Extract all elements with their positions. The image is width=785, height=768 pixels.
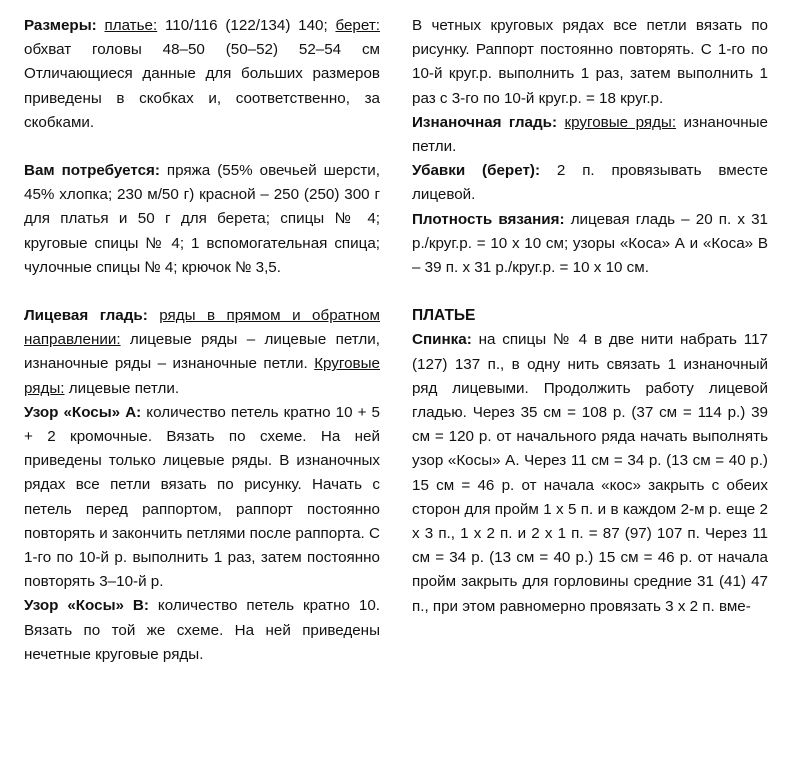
dress-size-label: платье:	[104, 17, 158, 34]
reverse-stockinette-paragraph	[412, 111, 768, 159]
decrease-text: 2 п. провязывать вместе лицевой.	[412, 162, 768, 204]
reverse-stockinette-label: Изнаночная гладь:	[412, 113, 558, 131]
pattern-a-paragraph	[24, 401, 380, 595]
pattern-a-label: Узор «Косы» А:	[24, 403, 142, 421]
sizes-text-1: 110/116 (122/134) 140;	[157, 17, 336, 34]
gauge-paragraph	[412, 208, 768, 281]
pattern-b-continued: В четных круговых рядах все петли вязать по рисунку. Раппорт постоянно повторять. С 1-го по 10-й круг.р. выполнить 1 раз, затем выполнить 1 раз с 3-го по 10-й круг.р. = 18 круг.р.	[412, 17, 768, 107]
pattern-b-label: Узор «Косы» В:	[24, 597, 149, 615]
pattern-a-text: количество петель кратно 10 + 5 + 2 кромочные. Вязать по схеме. На ней приведены только лицевые ряды. В изнаночных рядах все петли вязать по рисунку. Начать с петель перед раппортом, раппорт постоянно повторять и закончить петлями после раппорта. С 1-го по 10-й р. выполнить 1 раз, затем постоянно повторять 3–10-й р.	[24, 403, 380, 591]
reverse-stockinette-text: изнаночные петли.	[412, 113, 768, 156]
back-label: Спинка:	[412, 331, 472, 349]
pattern-b-paragraph	[24, 594, 380, 667]
beret-size-label: берет:	[335, 17, 380, 34]
sizes-label: Размеры:	[24, 17, 97, 34]
sizes-paragraph	[24, 14, 380, 135]
back-text: на спицы № 4 в две нити набрать 117 (127) 137 п., в одну нить связать 1 изнаночный ряд лицевыми. Продолжить работу лицевой гладью. Через 35 см = 108 р. (37 см = 114 р.) 39 см = 120 р. от начального ряда начать выполнять узор «Косы» А. Через 11 см = 34 р. (13 см = 40 р.) 15 см = 46 р. от начала «кос» закрыть с обеих сторон для пройм 1 x 5 п. и в каждом 2-м р. еще 2 x 3 п., 1 x 2 п. и 2 x 1 п. = 87 (97) 107 п. Через 11 см = 34 р. (13 см = 40 р.) 15 см = 46 р. от начала пройм закрыть для горловины средние 31 (41) 47 п., при этом равномерно провязать 3 x 2 п. вме-	[412, 331, 768, 615]
gauge-label: Плотность вязания:	[412, 210, 565, 228]
materials-paragraph	[24, 159, 380, 280]
materials-text: пряжа (55% овечьей шерсти, 45% хлопка; 230 м/50 г) красной – 250 (250) 300 г для платья и 50 г для берета; спицы № 4; круговые спицы № 4; 1 вспомогательная спица; чулочные спицы № 4; крючок № 3,5.	[24, 162, 380, 276]
sizes-text-2: обхват головы 48–50 (50–52) 52–54 см Отличающиеся данные для больших размеров приведены в скобках и, соответственно, за скобками.	[24, 41, 380, 131]
back-paragraph	[412, 328, 768, 618]
decrease-label: Убавки (берет):	[412, 162, 541, 180]
left-column	[24, 14, 380, 667]
pattern-b-text: количество петель кратно 10. Вязать по той же схеме. На ней приведены нечетные круговые ряды.	[24, 597, 380, 663]
straight-rows-label: ряды в прямом и обратном направлении:	[24, 307, 380, 349]
dress-heading: ПЛАТЬЕ	[412, 307, 476, 325]
right-column	[412, 14, 768, 619]
stockinette-text-2: лицевые петли.	[64, 379, 180, 397]
stockinette-paragraph	[24, 304, 380, 401]
decrease-paragraph	[412, 159, 768, 207]
gauge-text: лицевая гладь – 20 п. x 31 р./круг.р. = 10 x 10 см; узоры «Коса» А и «Коса» В – 39 п. x 31 р./круг.р. = 10 x 10 см.	[412, 210, 768, 277]
stockinette-label: Лицевая гладь:	[24, 307, 148, 325]
reverse-round-rows-label: круговые ряды:	[564, 113, 677, 131]
round-rows-label: Круговые ряды:	[24, 355, 380, 397]
materials-label: Вам потребуется:	[24, 162, 160, 180]
stockinette-text-1: лицевые ряды – лицевые петли, изнаночные ряды – изнаночные петли.	[24, 331, 380, 373]
